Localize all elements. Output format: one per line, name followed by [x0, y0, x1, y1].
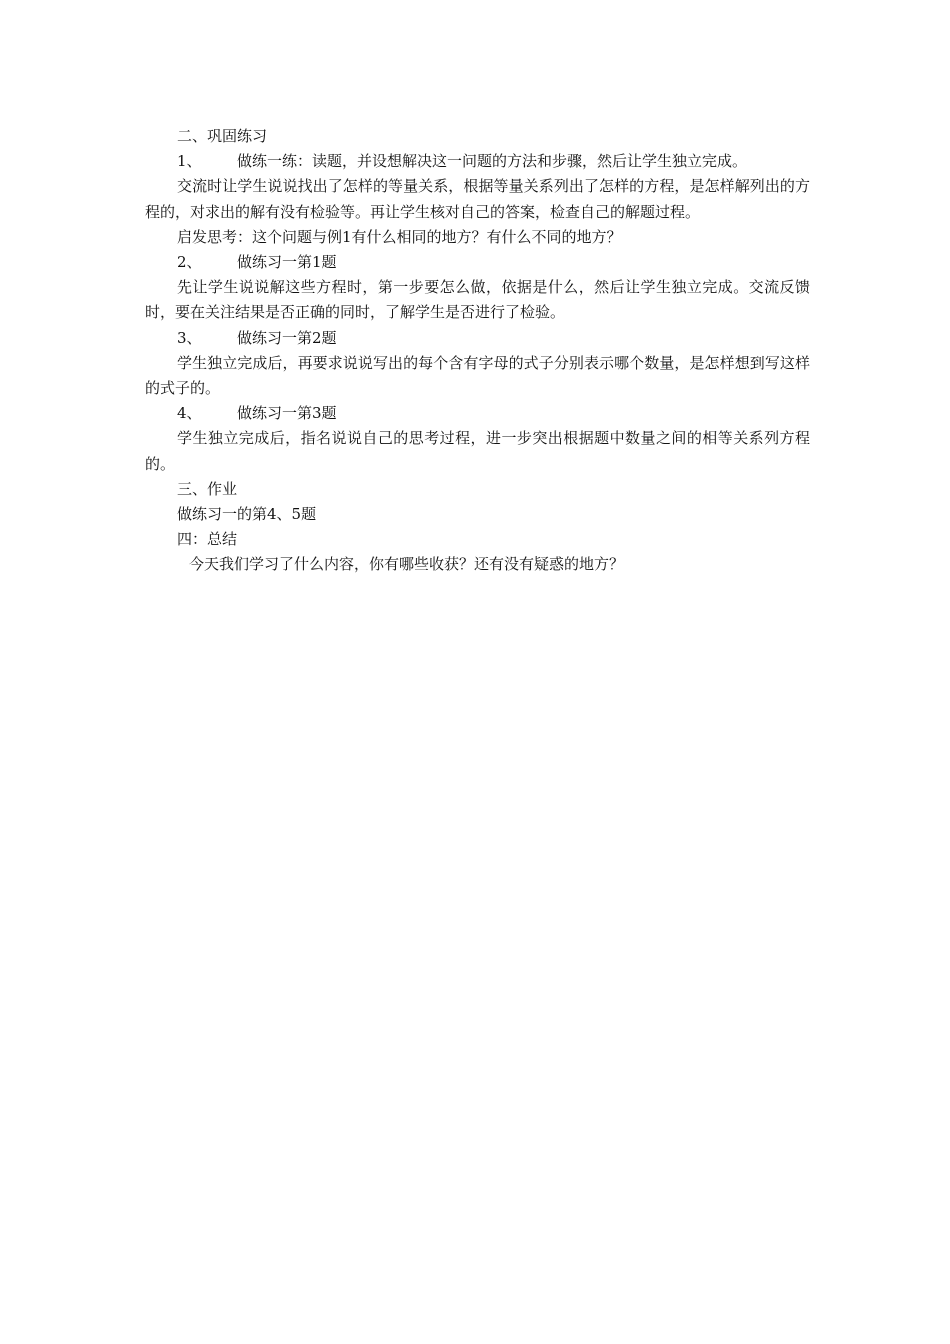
item-number: 2、 [177, 253, 202, 272]
item-title: 做练习一第3题 [237, 404, 337, 423]
paragraph-inspiration: 启发思考：这个问题与例1有什么相同的地方？有什么不同的地方？ [177, 227, 622, 246]
paragraph-discussion: 交流时让学生说说找出了怎样的等量关系，根据等量关系列出了怎样的方程，是怎样解列出的方程的，对求出的解有没有检验等。再让学生核对自己的答案，检查自己的解题过程。 [145, 177, 810, 221]
item-number: 3、 [177, 328, 202, 347]
section-heading-consolidation: 二、巩固练习 [177, 127, 268, 145]
item-title: 做练习一第2题 [237, 328, 337, 347]
exercise-item-2 [145, 250, 810, 275]
item-number: 4、 [177, 404, 202, 423]
section-heading-summary: 四：总结 [177, 530, 238, 549]
paragraph-item-4: 学生独立完成后，指名说说自己的思考过程，进一步突出根据题中数量之间的相等关系列方程的。 [145, 429, 810, 473]
exercise-item-1 [145, 149, 810, 174]
item-title: 做练一练：读题，并设想解决这一问题的方法和步骤，然后让学生独立完成。 [237, 152, 748, 171]
exercise-item-4 [145, 401, 810, 426]
item-title: 做练习一第1题 [237, 253, 337, 272]
paragraph-item-3: 学生独立完成后，再要求说说写出的每个含有字母的式子分别表示哪个数量，是怎样想到写这样的式子的。 [145, 353, 810, 398]
document-body [145, 124, 810, 578]
paragraph-item-2: 先让学生说说解这些方程时，第一步要怎么做，依据是什么，然后让学生独立完成。交流反馈时，要在关注结果是否正确的同时，了解学生是否进行了检验。 [145, 278, 810, 322]
exercise-item-3 [145, 326, 810, 351]
section-heading-homework: 三、作业 [177, 479, 238, 498]
homework-text: 做练习一的第4、5题 [177, 505, 317, 524]
item-number: 1、 [177, 152, 202, 171]
summary-text: 今天我们学习了什么内容，你有哪些收获？还有没有疑惑的地方？ [189, 555, 625, 574]
